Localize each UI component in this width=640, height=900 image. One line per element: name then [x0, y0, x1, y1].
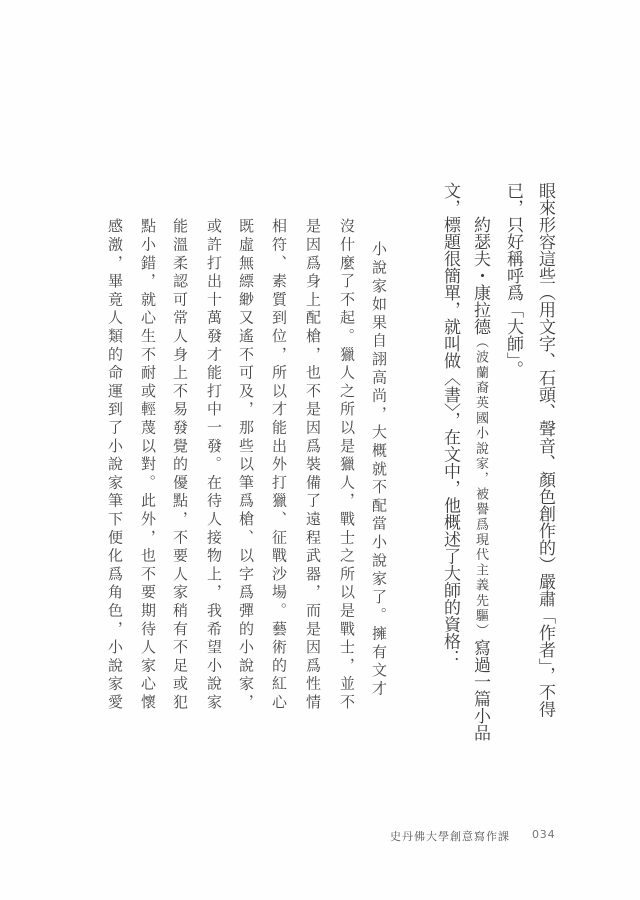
quote-line: 是因爲身上配槍，也不是因爲裝備了遠程武器，而是因爲性情 — [304, 218, 322, 713]
quote-line: 或許打出十萬發才能打中一發。在待人接物上，我希望小說家 — [205, 218, 223, 713]
page-number: 034 — [532, 828, 556, 841]
quote-line: 感激，畢竟人類的命運到了小說家筆下便化爲角色，小說家愛 — [106, 218, 124, 713]
book-title: 史丹佛大學創意寫作課 — [390, 830, 510, 843]
body-line-text: 寫過一篇小品 — [470, 639, 490, 741]
body-line: 已，只好稱呼爲「大師」。 — [503, 182, 523, 378]
body-line: 文，標題很簡單，就叫做〈書〉，在文中，他概述了大師的資格： — [440, 182, 460, 667]
quote-line: 相符、素質到位，所以才能出外打獵、征戰沙場。藝術的紅心 — [270, 218, 288, 713]
quote-line: 小說家如果自詡高尚，大概就不配當小說家了。擁有文才 — [370, 241, 388, 699]
quote-line: 既虛無縹緲又遙不可及，那些以筆爲槍、以字爲彈的小說家， — [237, 218, 255, 713]
author-annotation: （波蘭裔英國小說家，被譽爲現代主義先驅） — [473, 335, 488, 639]
quote-line: 點小錯，就心生不耐或輕蔑以對。此外，也不要期待人家心懷 — [139, 218, 157, 713]
quote-line: 沒什麼了不起。獵人之所以是獵人，戰士之所以是戰士，並不 — [338, 218, 356, 713]
author-name: 約瑟夫・康拉德 — [470, 216, 490, 335]
body-line: 眼來形容這些（用文字、石頭、聲音、顏色創作的）嚴肅「作者」，不得 — [535, 182, 555, 718]
quote-line: 能溫柔認可常人身上不易發覺的優點，不要人家稍有不足或犯 — [171, 218, 189, 713]
